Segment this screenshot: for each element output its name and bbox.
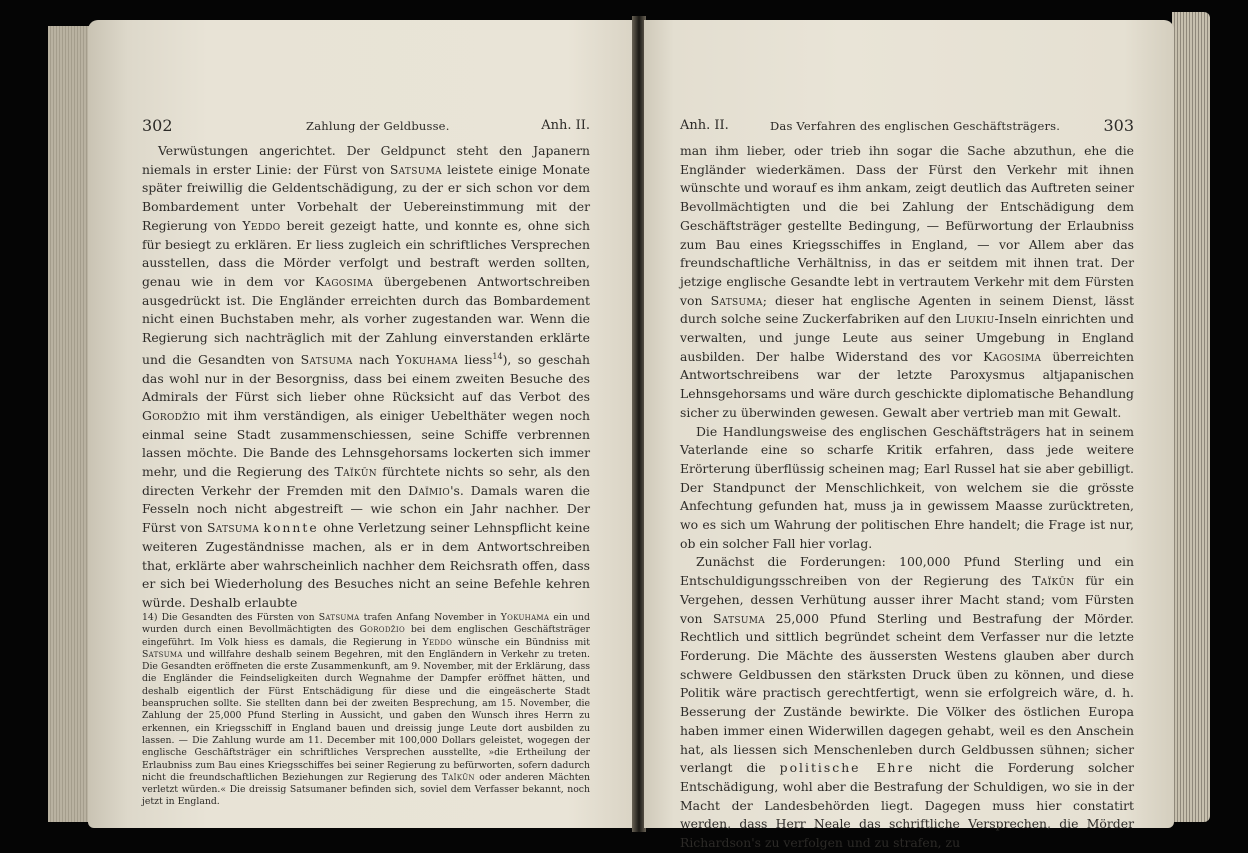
name-smallcaps: Gorodžio [359,624,406,636]
text-run: oder anderen Mächten verletzt würden.« Die dreissig Satsumaner befinden sich, soviel dem Verfasser bekannt, noch jetzt in England. [142,771,590,808]
left-page-header [142,116,590,138]
name-smallcaps: Yeddo [242,217,281,233]
name-smallcaps: Satsuma [712,610,766,626]
text-run: nicht die Forderung solcher Entschädigung, wohl aber die Bestrafung der Schuldigen, wo sie in der Macht der Landesbehörden liegt. Dagegen muss hier constatirt werden, dass Herr Neale das schriftliche Versprechen, die Mörder Richardson's zu verfolgen und zu strafen, zu [680,760,1134,851]
name-smallcaps: Taïkūn [1032,573,1075,589]
name-smallcaps: Kagosima [314,273,374,289]
body-paragraph [680,423,1134,554]
left-page-edges [48,26,90,822]
name-smallcaps: Daïmio [408,482,451,498]
text-run: -Inseln einrichten und verwalten, und junge Leute aus seiner Umgebung in England ausbilden. Der halbe Widerstand des vor [680,311,1134,364]
page-number: 302 [142,116,173,135]
text-run: ; dieser hat englische Agenten in seinem Dienst, lässt durch solche seine Zuckerfabriken auf den [680,292,1134,327]
right-page [644,20,1174,851]
text-run: liess [457,351,493,367]
text-run: ein und wurden durch einen Bevollmächtigten des [142,612,590,636]
body-paragraph [680,142,1134,423]
body-paragraph [142,142,590,613]
text-run: mit ihm verständigen, als einiger Uebelthäter wegen noch einmal seine Stadt zusammenschiessen, seine Schiffe verbrennen lassen möchte. Die Bande des Lehnsgehorsams lockerten sich immer mehr, und die Regierung des [142,407,590,480]
text-run: nach [352,351,396,367]
name-smallcaps: Kagosima [983,348,1042,364]
text-run: man ihm lieber, oder trieb ihn sogar die Sache abzuthun, ehe die Engländer wiederkämen. Dass der Fürst den Verkehr mit ihnen wünschte und worauf es ihm ankam, zeigt deutlich das Auftreten seiner Bevollmächtigten und die bei Zahlung der Entschädigung dem Geschäftsträger gestellte Bedingung, — Befürwortung der Erlaubniss zum Bau eines Kriegsschiffes in England, — vor Allem aber das freundschaftliche Verhältniss, in das er seitdem mit ihnen trat. Der jetzige englische Gesandte lebt in vertrautem Verkehr mit dem Fürsten von [680,143,1134,308]
running-head: Zahlung der Geldbusse. [306,119,450,133]
emphasis-spaced: politische Ehre [779,760,915,776]
text-run: 14) Die Gesandten des Fürsten von [142,612,319,623]
right-page-header [680,116,1134,138]
running-head: Das Verfahren des englischen Geschäftsträgers. [770,119,1061,133]
name-smallcaps: Yokuhama [395,351,458,367]
page-number: 303 [1103,116,1134,135]
section-label: Anh. II. [541,118,590,133]
name-smallcaps: Satsuma [142,648,183,660]
name-smallcaps: Satsuma [318,612,360,623]
text-run: Verwüstungen angerichtet. Der Geldpunct steht den Japanern niemals in erster Linie: der Fürst von [142,143,590,177]
text-run: und willfahre deshalb seinem Begehren, mit den Engländern in Verkehr zu treten. Die Gesandten eröffneten die erste Zusammenkunft, am 9. November, mit der Erklärung, dass die Engländer die Feindseligkeiten durch Wegnahme der Dampfer eröffnet hätten, und deshalb eigentlich der Fürst Entschädigung für diese und die eingeäscherte Stadt beanspruchen sollte. Sie stellten dann bei der zweiten Besprechung, am 15. November, die Zahlung der 25,000 Pfund Sterling in Aussicht, und gaben den Wunsch ihres Herrn zu erkennen, ein Kriegsschiff in England bauen und dreissig junge Leute dort ausbilden zu lassen. — Die Zahlung wurde am 11. December mit 100,000 Dollars geleistet, wogegen der englische Geschäftsträger ein schriftliches Versprechen ausstellte, »die Ertheilung der Erlaubniss zum Bau eines Kriegsschiffes bei seiner Regierung zu befürworten, sofern dadurch nicht die freundschaftlichen Beziehungen zur Regierung des [142,648,590,783]
right-page-edges [1172,12,1210,822]
text-run: bereit gezeigt hatte, und konnte es, ohne sich für besiegt zu erklären. Er liess zugleich ein schriftliches Versprechen ausstellen, dass die Mörder verfolgt und bestraft werden sollten, genau wie in dem vor [142,217,590,289]
text-run: ), so geschah das wohl nur in der Besorgniss, dass bei einem zweiten Besuche des Admirals der Fürst sich lieber ohne Rücksicht auf das Verbot des [142,351,590,405]
name-smallcaps: Satsuma [300,351,353,367]
text-run: Zunächst die Forderungen: 100,000 Pfund Sterling und ein Entschuldigungsschreiben von der Regierung des [680,554,1134,589]
name-smallcaps: Liukiu [955,311,995,327]
name-smallcaps: Yeddo [422,636,453,648]
name-smallcaps: Taïkūn [334,464,377,480]
emphasis-spaced: konnte [263,520,319,536]
footnote [142,612,590,809]
text-run: Die Handlungsweise des englischen Geschäftsträgers hat in seinem Vaterlande eine so scharfe Kritik erfahren, dass jede weitere Erörterung überflüssig scheinen mag; Earl Russel hat sie aber gebilligt. Der Standpunct der Menschlichkeit, von welchem sie die grösste Anfechtung gefunden hat, muss ja in gewissem Maasse zurücktreten, wo es sich um Wahrung der politischen Ehre handelt; die Frage ist nur, ob ein solcher Fall hier vorlag. [680,423,1134,551]
footnote-marker: 14 [492,351,503,361]
name-smallcaps: Taïkūn [441,771,475,783]
text-run: für ein Vergehen, dessen Verhütung ausser ihrer Macht stand; vom Fürsten von [680,573,1134,626]
text-run: 's. Damals waren die Fesseln noch nicht abgestreift — wie schon ein Jahr nachher. Der Fürst von [142,482,590,536]
name-smallcaps: Satsuma [710,292,763,308]
left-body-text [142,142,590,613]
footnote-paragraph [142,612,590,809]
text-run: trafen Anfang November in [359,612,501,623]
text-run: ohne Verletzung seiner Lehnspflicht keine weiteren Zugeständnisse machen, als er in dem Antwortschreiben that, erklärte aber wahrscheinlich nachher dem Reichsrath offen, dass er sich bei Wiederholung des Besuches nicht an seine Befehle kehren würde. Deshalb erlaubte [142,520,590,610]
text-run: übergebenen Antwortschreiben ausgedrückt ist. Die Engländer erreichten durch das Bombardement nicht einen Buchstaben mehr, als vorher zugestanden war. Wenn die Regierung sich nachträglich mit der Zahlung einverstanden erklärte und die Gesandten von [142,273,591,367]
text-run: fürchtete nichts so sehr, als den directen Verkehr der Fremden mit den [142,464,591,498]
body-paragraph [680,553,1134,852]
text-run: leistete einige Monate später freiwillig die Geldentschädigung, zu der er sich schon vor dem Bombardement unter Vorbehalt der Uebereinstimmung mit der Regierung von [142,161,590,233]
left-page [88,20,636,828]
text-run: bei dem englischen Geschäftsträger eingeführt. Im Volk hiess es damals, die Regierung in [142,624,590,648]
name-smallcaps: Satsuma [207,520,260,536]
section-label: Anh. II. [680,118,729,133]
name-smallcaps: Yokuhama [500,612,550,623]
text-run: wünsche ein Bündniss mit [452,636,590,648]
name-smallcaps: Satsuma [389,161,442,177]
text-run: überreichten Antwortschreibens war der letzte Paroxysmus altjapanischen Lehnsgehorsams und wäre durch geschickte diplomatische Behandlung sicher zu überwinden gewesen. Gewalt aber vertrieb man mit Gewalt. [680,348,1134,420]
text-run: 25,000 Pfund Sterling und Bestrafung der Mörder. Rechtlich und sittlich begründet scheint dem Verfasser nur die letzte Forderung. Die Mächte des äussersten Westens glauben aber durch schwere Geldbussen den stärksten Druck üben zu können, und diese Politik wäre practisch gerechtfertigt, wenn sie erfolgreich wäre, d. h. Besserung der Zustände bewirkte. Die Völker des östlichen Europa haben immer einen Widerwillen dagegen gehabt, weil es den Anschein hat, als liessen sich Menschenleben durch Geldbussen sühnen; sicher verlangt die [680,610,1134,776]
right-body-text [680,142,1134,853]
name-smallcaps: Gorodžio [142,407,201,423]
